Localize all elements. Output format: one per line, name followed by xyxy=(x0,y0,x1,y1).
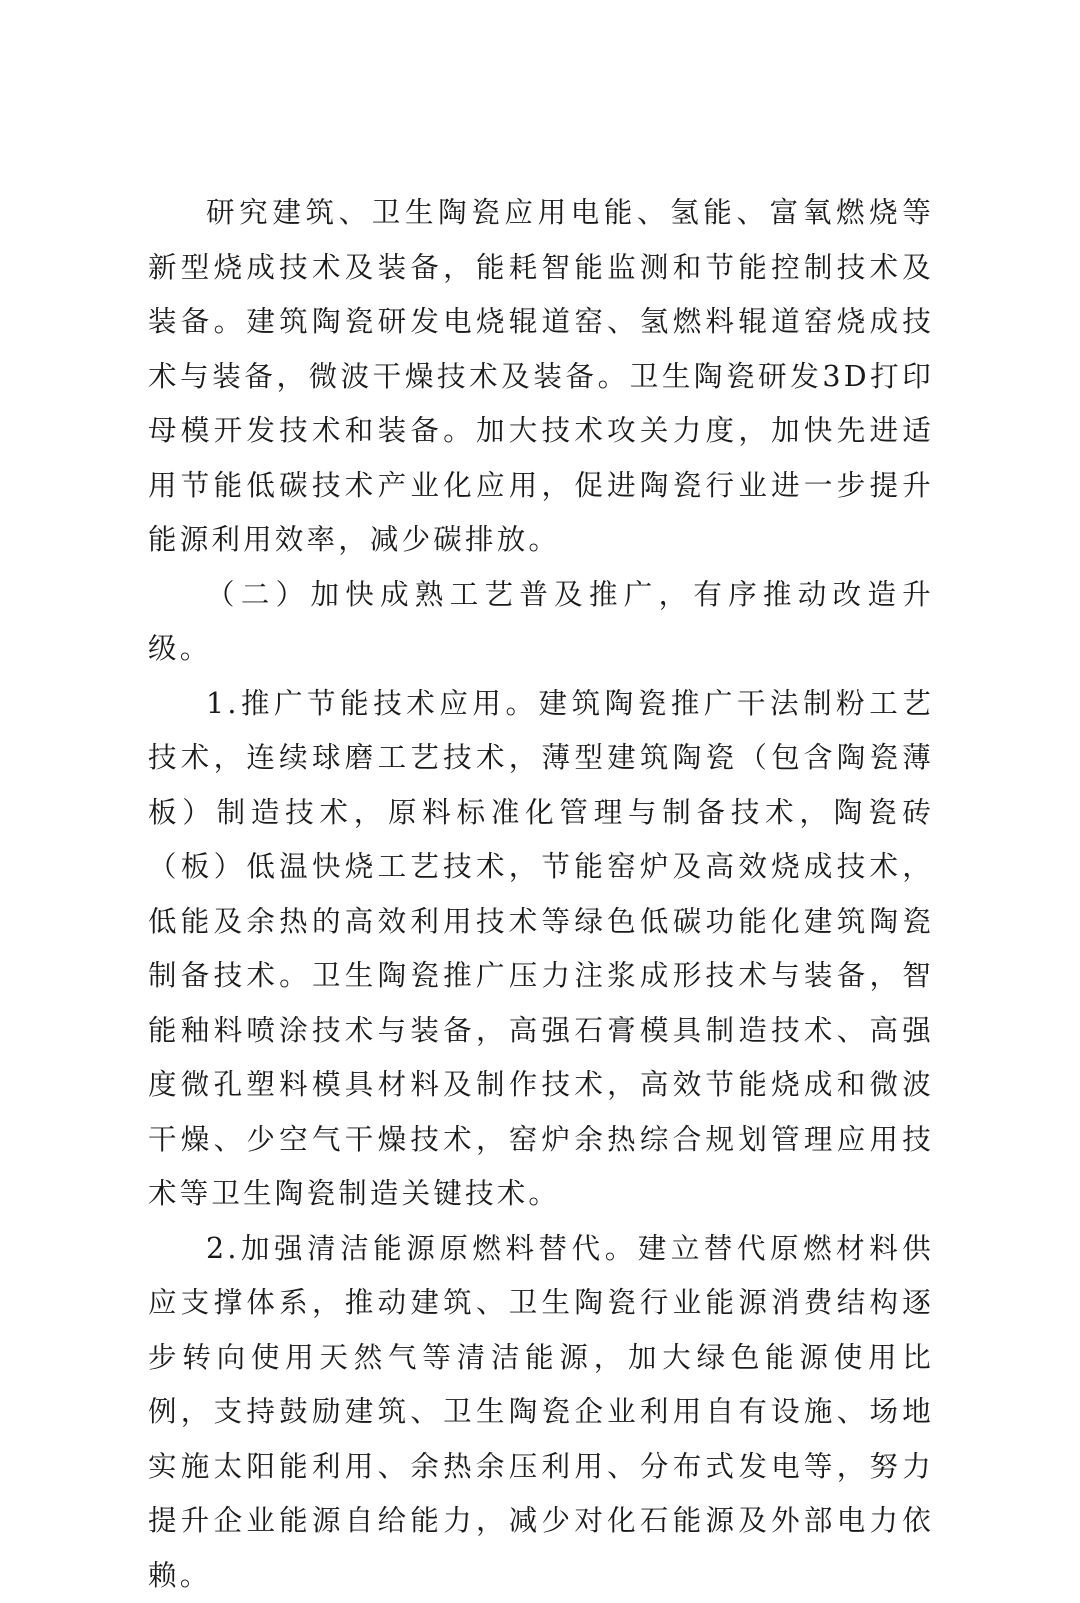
section-heading-mature-process-promotion: （二）加快成熟工艺普及推广，有序推动改造升级。 xyxy=(148,568,934,677)
paragraph-clean-energy-substitution: 2.加强清洁能源原燃料替代。建立替代原燃材料供应支撑体系，推动建筑、卫生陶瓷行业能源消费结构逐步转向使用天然气等清洁能源，加大绿色能源使用比例，支持鼓励建筑、卫生陶瓷企业利用自有设施、场地实施太阳能利用、余热余压利用、分布式发电等，努力提升企业能源自给能力，减少对化石能源及外部电力依赖。 xyxy=(148,1222,934,1603)
paragraph-new-technology-research: 研究建筑、卫生陶瓷应用电能、氢能、富氧燃烧等新型烧成技术及装备，能耗智能监测和节能控制技术及装备。建筑陶瓷研发电烧辊道窑、氢燃料辊道窑烧成技术与装备，微波干燥技术及装备。卫生陶瓷研发3D打印母模开发技术和装备。加大技术攻关力度，加快先进适用节能低碳技术产业化应用，促进陶瓷行业进一步提升能源利用效率，减少碳排放。 xyxy=(148,186,934,568)
paragraph-energy-saving-technology: 1.推广节能技术应用。建筑陶瓷推广干法制粉工艺技术，连续球磨工艺技术，薄型建筑陶瓷（包含陶瓷薄板）制造技术，原料标准化管理与制备技术，陶瓷砖（板）低温快烧工艺技术，节能窑炉及高效烧成技术，低能及余热的高效利用技术等绿色低碳功能化建筑陶瓷制备技术。卫生陶瓷推广压力注浆成形技术与装备，智能釉料喷涂技术与装备，高强石膏模具制造技术、高强度微孔塑料模具材料及制作技术，高效节能烧成和微波干燥、少空气干燥技术，窑炉余热综合规划管理应用技术等卫生陶瓷制造关键技术。 xyxy=(148,677,934,1222)
document-body xyxy=(148,186,934,1603)
